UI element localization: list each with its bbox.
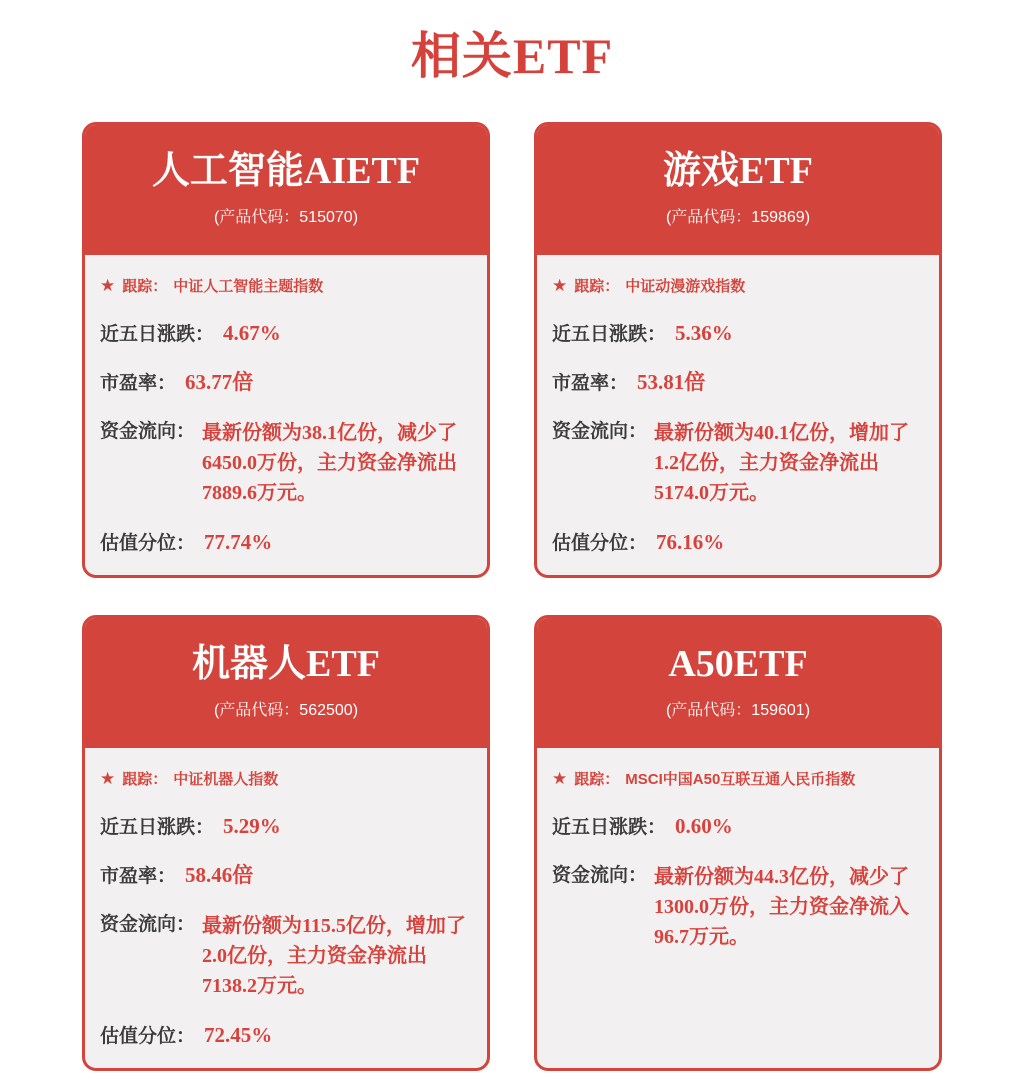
valuation-row [100, 529, 472, 557]
tracking-row [100, 275, 472, 296]
etf-card-robot [82, 615, 490, 1071]
valuation-row [552, 529, 924, 557]
product-code: (产品代码：159601) [665, 701, 811, 719]
tracking-row [100, 768, 472, 789]
etf-card-grid [0, 122, 1024, 1071]
pe-ratio-row [100, 862, 472, 890]
five-day-change-row [552, 320, 924, 348]
etf-card-game [534, 122, 942, 578]
tracking-label: 跟踪： [574, 278, 620, 295]
tracking-row [552, 275, 924, 296]
five-day-change-value: 4.67% [223, 321, 281, 345]
five-day-change-row [552, 813, 924, 841]
product-code: (产品代码：159869) [665, 208, 811, 226]
card-header [537, 618, 939, 748]
fund-flow-label: 资金流向： [552, 421, 648, 442]
five-day-change-value: 0.60% [675, 814, 733, 838]
card-body [537, 255, 939, 557]
card-body [85, 255, 487, 557]
pe-ratio-value: 58.46倍 [185, 863, 254, 887]
pe-ratio-label: 市盈率： [100, 373, 177, 394]
pe-ratio-row [552, 369, 924, 397]
star-icon: ★ [100, 768, 116, 788]
valuation-label: 估值分位： [552, 533, 648, 554]
card-header [537, 125, 939, 255]
five-day-change-label: 近五日涨跌： [100, 324, 215, 345]
valuation-label: 估值分位： [100, 533, 196, 554]
fund-flow-label: 资金流向： [100, 914, 196, 935]
five-day-change-row [100, 320, 472, 348]
five-day-change-value: 5.29% [223, 814, 281, 838]
valuation-value: 72.45% [204, 1023, 273, 1047]
pe-ratio-value: 53.81倍 [637, 370, 706, 394]
valuation-value: 76.16% [656, 530, 725, 554]
valuation-row [100, 1022, 472, 1050]
star-icon: ★ [552, 275, 568, 295]
star-icon: ★ [552, 768, 568, 788]
card-body [537, 748, 939, 952]
tracking-index-name: 中证人工智能主题指数 [173, 278, 324, 295]
fund-flow-row [552, 418, 924, 508]
product-code: (产品代码：562500) [213, 701, 359, 719]
tracking-label: 跟踪： [122, 771, 168, 788]
fund-flow-row [100, 418, 472, 508]
pe-ratio-label: 市盈率： [100, 866, 177, 887]
etf-name: A50ETF [668, 643, 808, 685]
fund-flow-row [552, 862, 924, 952]
etf-name: 机器人ETF [192, 643, 380, 685]
five-day-change-label: 近五日涨跌： [552, 324, 667, 345]
tracking-row [552, 768, 924, 789]
product-code: (产品代码：515070) [213, 208, 359, 226]
five-day-change-row [100, 813, 472, 841]
card-header [85, 125, 487, 255]
tracking-index-name: 中证动漫游戏指数 [625, 278, 746, 295]
valuation-label: 估值分位： [100, 1026, 196, 1047]
etf-name: 人工智能AIETF [151, 150, 421, 192]
pe-ratio-label: 市盈率： [552, 373, 629, 394]
tracking-index-name: MSCI中国A50互联互通人民币指数 [625, 771, 856, 788]
fund-flow-value: 最新份额为44.3亿份，减少了1300.0万份，主力资金净流入96.7万元。 [654, 866, 910, 948]
tracking-label: 跟踪： [574, 771, 620, 788]
etf-name: 游戏ETF [663, 150, 813, 192]
fund-flow-label: 资金流向： [552, 865, 648, 886]
five-day-change-label: 近五日涨跌： [552, 817, 667, 838]
fund-flow-value: 最新份额为38.1亿份，减少了6450.0万份，主力资金净流出7889.6万元。 [202, 422, 458, 504]
star-icon: ★ [100, 275, 116, 295]
etf-card-ai [82, 122, 490, 578]
tracking-index-name: 中证机器人指数 [173, 771, 279, 788]
five-day-change-value: 5.36% [675, 321, 733, 345]
valuation-value: 77.74% [204, 530, 273, 554]
card-header [85, 618, 487, 748]
five-day-change-label: 近五日涨跌： [100, 817, 215, 838]
tracking-label: 跟踪： [122, 278, 168, 295]
pe-ratio-row [100, 369, 472, 397]
card-body [85, 748, 487, 1050]
fund-flow-value: 最新份额为115.5亿份，增加了2.0亿份，主力资金净流出7138.2万元。 [202, 915, 466, 997]
fund-flow-value: 最新份额为40.1亿份，增加了1.2亿份，主力资金净流出5174.0万元。 [654, 422, 910, 504]
fund-flow-row [100, 911, 472, 1001]
fund-flow-label: 资金流向： [100, 421, 196, 442]
pe-ratio-value: 63.77倍 [185, 370, 254, 394]
page-title: 相关ETF [410, 28, 614, 84]
etf-card-a50 [534, 615, 942, 1071]
